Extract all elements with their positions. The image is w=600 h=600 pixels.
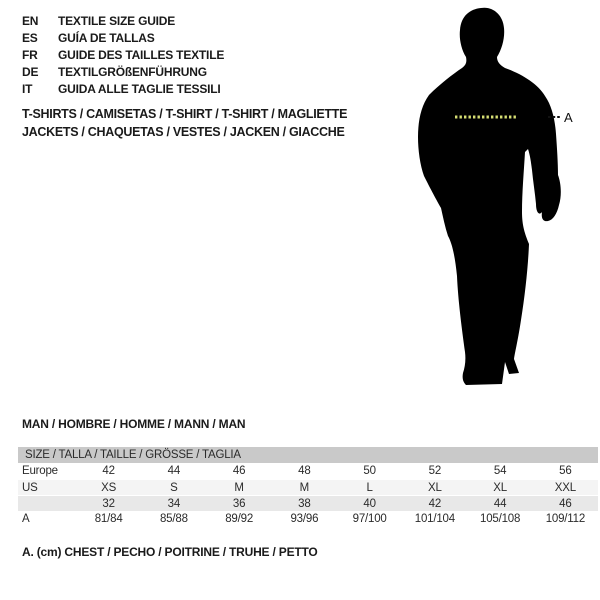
table-row-chest-a [18, 511, 598, 527]
size-cell: XXL [554, 482, 576, 494]
size-cell: 32 [102, 498, 115, 510]
size-cell: M [234, 482, 244, 494]
size-cell: S [170, 482, 178, 494]
language-code: DE [22, 65, 39, 79]
size-cell: 52 [428, 465, 442, 477]
size-cell: 48 [298, 465, 311, 477]
size-cell: 54 [493, 465, 507, 477]
size-cell: XL [493, 482, 507, 494]
row-label [18, 496, 76, 511]
size-cell: 109/112 [545, 513, 586, 525]
size-cell: 81/84 [94, 513, 123, 525]
section-title-man: MAN / HOMBRE / HOMME / MANN / MAN [22, 417, 246, 431]
row-label: A [22, 513, 30, 525]
size-table [18, 447, 598, 527]
size-cell: 101/104 [414, 513, 455, 525]
category-tshirts: T-SHIRTS / CAMISETAS / T-SHIRT / T-SHIRT / MAGLIETTE [22, 107, 348, 121]
language-row [22, 81, 224, 98]
size-cell: 42 [102, 465, 115, 477]
size-cell: 50 [363, 465, 376, 477]
size-cell: 42 [428, 498, 442, 510]
category-jackets: JACKETS / CHAQUETAS / VESTES / JACKEN / GIACCHE [22, 124, 345, 139]
size-cell: XL [428, 482, 442, 494]
table-row-europe [18, 463, 598, 479]
language-row [22, 47, 224, 64]
language-text: GUÍA DE TALLAS [58, 31, 155, 45]
size-cell: L [366, 482, 373, 494]
measure-label-a: A [564, 110, 573, 125]
language-row [22, 64, 224, 81]
language-code: ES [22, 31, 38, 45]
language-text: TEXTILGRÖßENFÜHRUNG [58, 65, 207, 79]
language-code: FR [22, 48, 38, 62]
language-text: GUIDE DES TAILLES TEXTILE [58, 48, 225, 62]
language-list [22, 13, 224, 98]
size-cell: 34 [167, 498, 181, 510]
size-table-header: SIZE / TALLA / TAILLE / GRÖSSE / TAGLIA [18, 447, 598, 463]
man-silhouette-path [418, 8, 561, 385]
size-cell: 89/92 [225, 513, 254, 525]
size-cell: 97/100 [352, 513, 387, 525]
man-silhouette-figure [405, 0, 581, 400]
language-text: TEXTILE SIZE GUIDE [58, 14, 176, 28]
category-list [22, 106, 347, 141]
language-row [22, 30, 224, 47]
size-cell: 44 [167, 465, 181, 477]
size-cell: 46 [559, 498, 572, 510]
language-code: EN [22, 14, 39, 28]
size-cell: 93/96 [290, 513, 319, 525]
size-cell: 40 [363, 498, 376, 510]
size-cell: 36 [232, 498, 246, 510]
measurement-legend: A. (cm) CHEST / PECHO / POITRINE / TRUHE / PETTO [22, 545, 318, 559]
language-row [22, 13, 224, 30]
size-cell: 46 [232, 465, 246, 477]
language-code: IT [22, 82, 33, 96]
language-text: GUIDA ALLE TAGLIE TESSILI [58, 82, 221, 96]
table-row-us [18, 479, 598, 495]
size-cell: XS [101, 482, 117, 494]
size-cell: 56 [559, 465, 572, 477]
size-cell: M [299, 482, 310, 494]
size-cell: 85/88 [159, 513, 188, 525]
table-row-numeric [18, 495, 598, 511]
row-label: Europe [22, 465, 58, 477]
man-silhouette [405, 0, 581, 400]
size-cell: 44 [493, 498, 507, 510]
row-label: US [22, 482, 38, 494]
size-cell: 38 [298, 498, 311, 510]
size-cell: 105/108 [480, 513, 521, 525]
